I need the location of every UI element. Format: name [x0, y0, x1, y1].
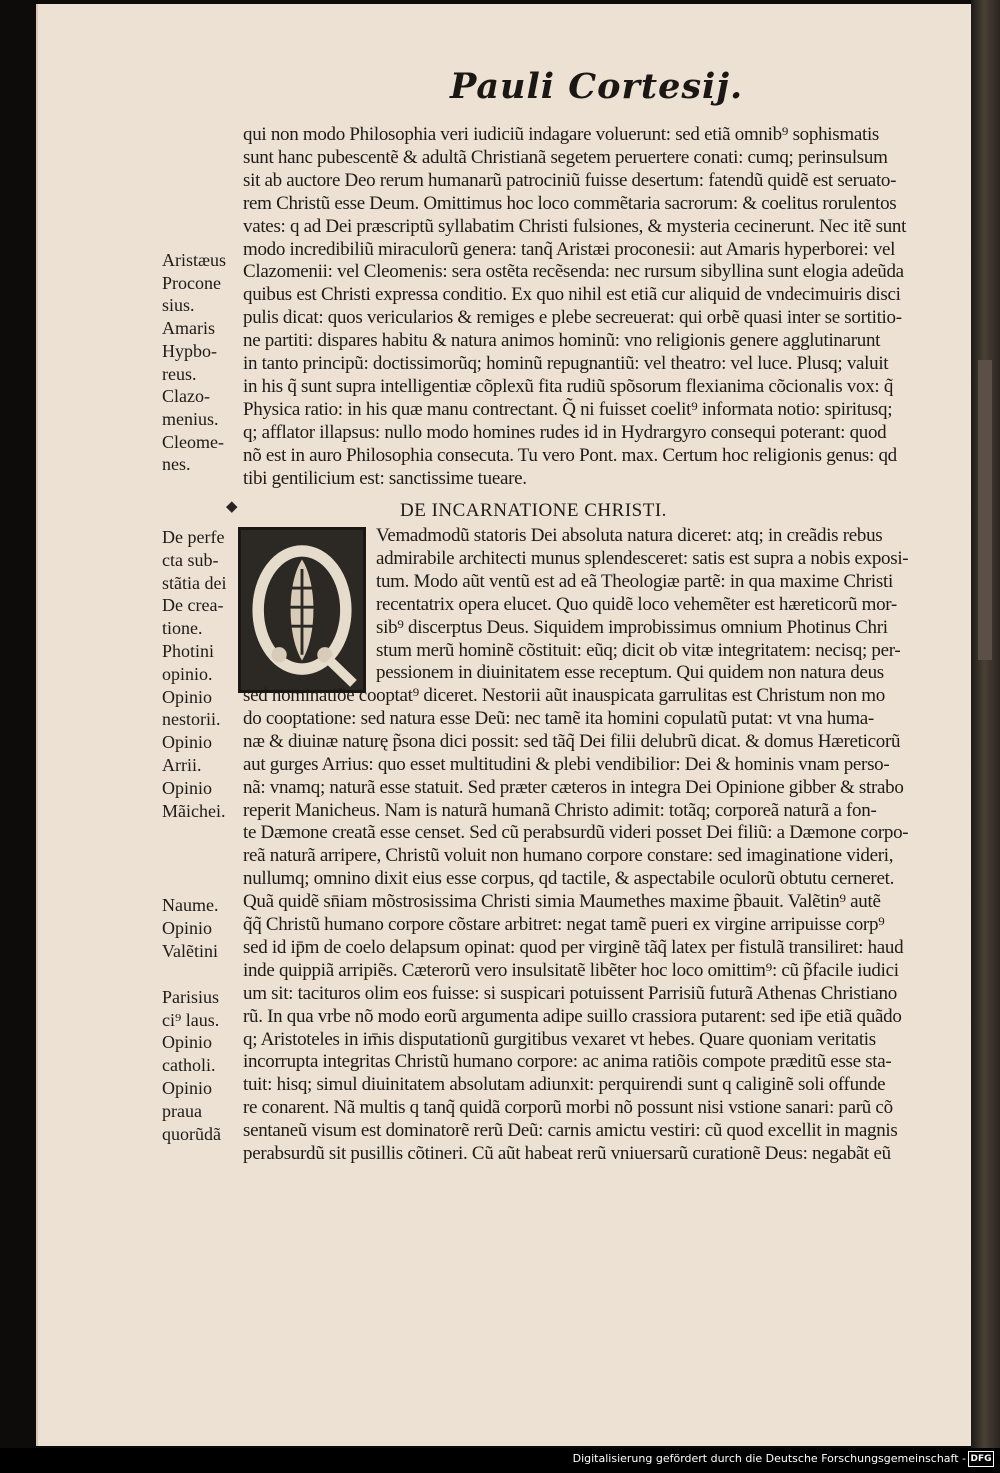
text-line: nõ est in auro Philosophia consecuta. Tu vero Pont. max. Certum hoc religionis genus: qd: [243, 444, 897, 466]
page-edge: [971, 0, 1000, 1450]
text-line: sit ab auctore Deo rerum humanarũ patrociniũ fuisse desertum: fatendũ quidẽ est seruato-: [243, 169, 897, 191]
margin-note: Opinio: [162, 732, 213, 753]
running-title: Pauli Cortesij.: [450, 66, 744, 107]
text-line: q; Aristoteles in im̄is disputationũ gurgitibus vexaret vt hebes. Quare quoniam veritatis: [243, 1028, 876, 1050]
text-line: sed id ip̄m de coelo delapsum opinat: quod per virginẽ tãq̃ latex per fistulã transiliret: haud: [243, 936, 904, 958]
margin-note: Photini: [162, 641, 215, 661]
margin-note: tione.: [162, 618, 203, 639]
section-heading: DE INCARNATIONE CHRISTI.: [400, 500, 667, 521]
decorated-initial-q: [238, 527, 366, 693]
margin-note: De crea-: [162, 595, 224, 616]
text-line: te Dæmone creatã esse censet. Sed cũ perabsurdũ videri posset Dei filiũ: a Dæmone corpo-: [243, 822, 909, 844]
margin-note: catholi.: [162, 1055, 216, 1076]
text-line: recentatrix opera elucet. Quo quidẽ loco vehemẽter est hæreticorũ mor-: [376, 593, 897, 615]
text-line: Vemadmodũ statoris Dei absoluta natura diceret: atq; in creãdis rebus: [376, 525, 883, 546]
text-line: rem Christũ esse Deum. Omittimus hoc loco commẽtaria sacrorum: & coelitus rorulentos: [243, 192, 897, 214]
margin-note: Hypbo-: [162, 340, 217, 361]
margin-mark-icon: ◆: [226, 499, 238, 515]
text-line: sunt hanc pubescentẽ & adultã Christianã segetem peruertere conati: cumq; perinsulsum: [243, 146, 888, 168]
text-line: inde quippiã arripiẽs. Cæterorũ vero insulsitatẽ libẽter hoc loco omittim⁹: cũ p̃facile iudici: [243, 959, 899, 981]
margin-note: Aristæus: [162, 250, 227, 270]
text-line: Physica ratio: in his quæ manu contrectant. Q̃ ni fuisset coelit⁹ informata notio: spiritusq;: [243, 398, 893, 420]
margin-note: Mãichei.: [162, 800, 226, 821]
margin-note: Amaris: [162, 318, 215, 339]
margin-note: De perfe: [162, 527, 225, 547]
text-line: Quã quidẽ sn̄iam mõstrosissima Christi simia Maumethes maxime p̃bauit. Valẽtin⁹ autẽ: [243, 891, 881, 913]
page-edge-shadow: [978, 360, 992, 660]
text-line: q̃q̃ Christũ humano corpore cõstare arbitret: negat tamẽ pueri ex virgine arripuisse corp⁹: [243, 914, 885, 935]
margin-note: nes.: [162, 454, 191, 475]
margin-note: Opinio: [162, 1032, 213, 1053]
text-line: in tanto principũ: doctissimorũq; hominũ repugnantiũ: vel theatro: vel luce. Plusq; valuit: [243, 353, 889, 374]
margin-note: Parisius: [162, 986, 220, 1007]
text-line: ne partiti: dispares habitu & natura animos hominũ: vno religionis genere agglutinarunt: [243, 330, 881, 352]
text-line: in his q̃ sunt supra intelligentiæ cõplexũ fita rudiũ spõsorum flexianima cõcionalis vox: q̃: [243, 375, 894, 397]
text-line: pessionem in diuinitatem esse receptum. Qui quidem non natura deus: [376, 662, 884, 684]
text-line: perabsurdũ sit pusillis cõtineri. Cũ aũt habeat rerũ vniuersarũ curationẽ Deus: negabãt eũ: [243, 1143, 891, 1164]
margin-note: sius.: [162, 295, 195, 316]
text-line: næ & diuinæ naturę p̃sona dici possit: sed tãq̃ Dei filii delubrũ dicat. & domus Hæreticorũ: [243, 730, 901, 752]
text-line: q; afflator illapsus: nullo modo homines rudes id in Hydrargyro consequi poterant: quod: [243, 421, 887, 443]
text-line: sib⁹ discerptus Deus. Siquidem improbissimus omnium Photinus Chri: [376, 616, 888, 638]
margin-note: Valẽtini: [162, 940, 218, 961]
margin-note: Procone: [162, 272, 221, 293]
text-line: reperit Manicheus. Nam is naturã humanã Christo adimit: totãq; corporeã naturã a fon-: [243, 799, 877, 821]
margin-note: ci⁹ laus.: [162, 1009, 220, 1030]
margin-note: quorũdã: [162, 1124, 221, 1144]
text-line: quibus est Christi expressa conditio. Ex quo nihil est etiã cur aliquid de vndecimuiris disci: [243, 284, 901, 306]
text-line: sentaneũ visum est dominatorẽ rerũ Deũ: carnis amictu vestiri: cũ quod excellit in magnis: [243, 1120, 898, 1142]
text-line: modo incredibiliũ miraculorũ genera: tanq̃ Aristæi proconesii: aut Amaris hyperborei: vel: [243, 238, 896, 260]
margin-note: Arrii.: [162, 755, 202, 775]
margin-note: Opinio: [162, 686, 213, 707]
text-line: reã naturã arripere, Christũ voluit non humano corpore constare: sed imaginatione videri,: [243, 845, 894, 867]
digitization-credit: Digitalisierung gefördert durch die Deutsche Forschungsgemeinschaft -: [572, 1452, 966, 1465]
margin-note: menius.: [162, 408, 219, 429]
margin-note: opinio.: [162, 663, 213, 684]
text-line: Clazomenii: vel Cleomenis: sera ostẽta recẽsenda: nec rursum sibyllina sunt elogia adeũda: [243, 261, 904, 283]
margin-note: Opinio: [162, 1078, 213, 1099]
text-line: um sit: tacituros olim eos fuisse: si suspicari potuissent Parrisiũ futurã Athenas Christiano: [243, 982, 897, 1004]
margin-note: Opinio: [162, 917, 213, 938]
text-line: pulis dicat: quos vericularios & remiges e plebe secreuerat: qui orbẽ quasi inter se sortitio-: [243, 307, 902, 329]
text-line: rũ. In qua vrbe nõ modo eorũ argumenta adipe suillo crassiora putarent: sed ip̄e etiã quãdo: [243, 1005, 902, 1027]
text-line: nullumq; omnino dixit eius esse corpus, qd tactile, & aspectabile oculorũ obtutu cerneret.: [243, 868, 895, 890]
margin-note: reus.: [162, 363, 197, 384]
dfg-logo: DFG: [968, 1451, 994, 1467]
text-line: stum merũ hominẽ cõstituit: eũq; dicit ob vitæ integritatem: necisq; per-: [376, 639, 901, 661]
text-line: tum. Modo aũt ventũ est ad eã Theologiæ partẽ: in qua maxime Christi: [376, 570, 893, 592]
margin-note: stãtia dei: [162, 572, 227, 593]
text-line: sed nominatiõe cooptat⁹ diceret. Nestorii aũt inauspicata garrulitas est Christum non mo: [243, 685, 885, 706]
text-line: vates: q ad Dei præscriptũ syllabatim Christi fulsiones, & mysteria cecinerunt. Nec itẽ sunt: [243, 215, 907, 237]
text-line: tibi gentilicium est: sanctissime tueare.: [243, 467, 527, 489]
text-line: admirabile architecti munus splendesceret: satis est supra a nobis exposi-: [376, 547, 909, 569]
margin-note: nestorii.: [162, 709, 221, 730]
text-line: incorrupta integritas Christũ humano corpore: ac anima ratiõis compote præditũ esse sta-: [243, 1051, 892, 1073]
text-line: re conarent. Nã multis q tanq̃ quidã corporũ morbi nõ possunt nisi vstione sanari: parũ cõ: [243, 1097, 893, 1119]
text-line: tuit: hisq; simul diuinitatem absolutam adiunxit: perquirendi sunt q caliginẽ soli offunde: [243, 1074, 886, 1096]
margin-note: praua: [162, 1101, 202, 1122]
margin-note: Naume.: [162, 895, 219, 915]
text-line: nã: vnamq; naturã esse statuit. Sed præter cæteros in integra Dei Opinione gibber & strabo: [243, 776, 904, 798]
margin-note: Clazo-: [162, 386, 210, 407]
margin-note: Cleome-: [162, 431, 224, 452]
text-line: aut gurges Arrius: quo esset multitudini & plebi vendibilior: Dei & hominis vnam perso-: [243, 753, 890, 775]
text-line: qui non modo Philosophia veri iudiciũ indagare voluerunt: sed etiã omnib⁹ sophismatis: [243, 124, 880, 145]
text-line: do cooptatione: sed natura esse Deũ: nec tamẽ ita homini copulatũ putat: vt vna huma-: [243, 707, 874, 729]
margin-note: cta sub-: [162, 549, 219, 570]
margin-note: Opinio: [162, 777, 213, 798]
